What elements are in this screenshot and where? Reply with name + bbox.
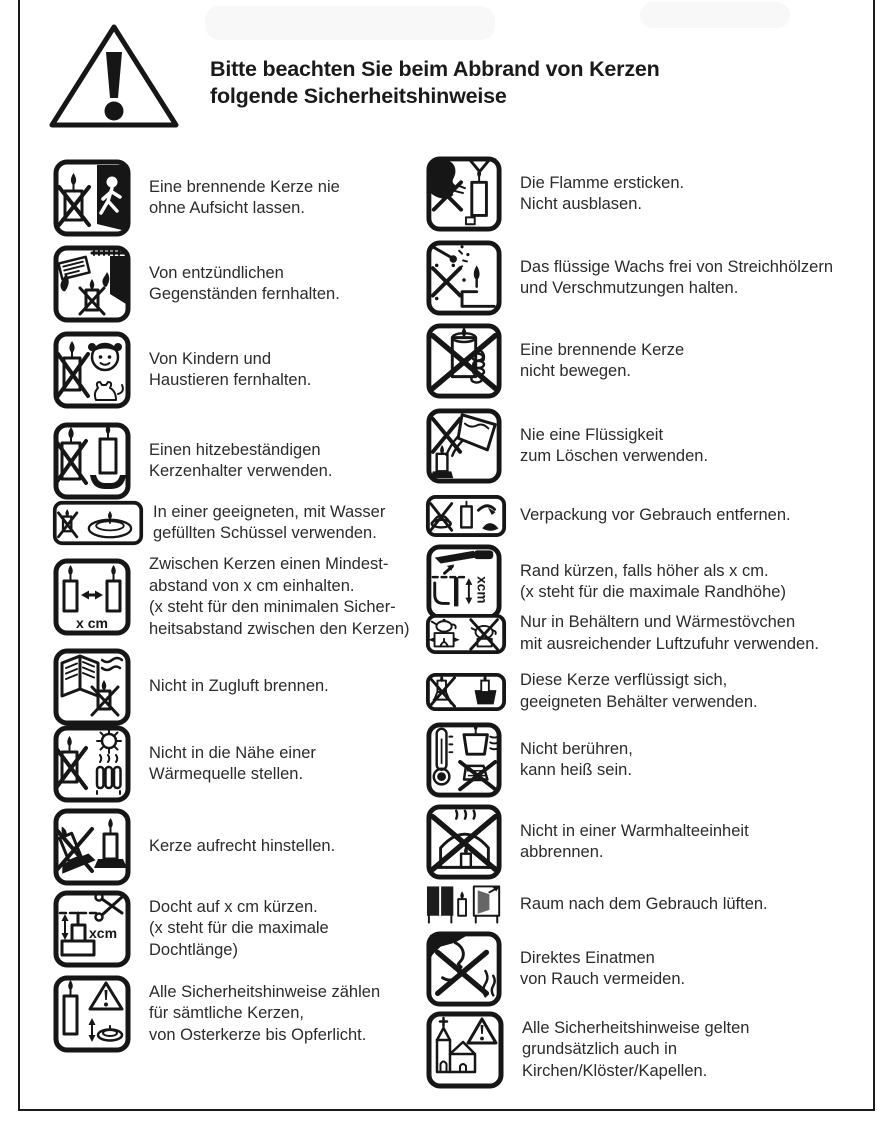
- candle-distance-icon: [52, 557, 132, 637]
- safety-item: [425, 322, 875, 400]
- page-title: [210, 56, 660, 110]
- safety-text: Rand kürzen, falls höher als x cm. (x steht für die maximale Randhöhe): [520, 561, 786, 601]
- safety-item: [425, 1010, 875, 1090]
- warning-triangle-icon: [46, 20, 182, 137]
- safety-item: [52, 330, 420, 410]
- safety-text: Eine brennende Kerze nicht bewegen.: [520, 340, 685, 380]
- safety-item: [425, 803, 875, 881]
- liquefying-candle-icon: [425, 672, 507, 712]
- safety-text: Alle Sicherheitshinweise zählen für sämtliche Kerzen, von Osterkerze bis Opferlicht.: [149, 982, 381, 1044]
- water-bowl-icon: [52, 500, 144, 546]
- smother-flame-icon: [425, 155, 503, 233]
- safety-item: [425, 721, 875, 799]
- safety-text: Nicht berühren, kann heiß sein.: [520, 739, 633, 779]
- safety-text: Eine brennende Kerze nie ohne Aufsicht lassen.: [149, 177, 340, 217]
- safety-text: Einen hitzebeständigen Kerzenhalter verwenden.: [149, 440, 333, 480]
- safety-item: [425, 612, 875, 655]
- svg-text:xcm: xcm: [89, 925, 118, 941]
- safety-text: Nicht in die Nähe einer Wärmequelle stellen.: [149, 743, 316, 783]
- safety-text: Nicht in einer Warmhalteeinheit abbrennen.: [520, 821, 749, 861]
- no-warming-unit-icon: [425, 803, 503, 881]
- safety-text: Nur in Behältern und Wärmestövchen mit ausreichender Luftzufuhr verwenden.: [520, 613, 819, 653]
- safety-item: [52, 554, 420, 640]
- safety-item: [425, 670, 875, 713]
- no-liquid-extinguish-icon: [425, 407, 503, 485]
- keep-from-flammables-icon: [52, 244, 132, 324]
- heat-resistant-holder-icon: [52, 421, 132, 501]
- remove-packaging-icon: [425, 494, 507, 538]
- churches-notice-icon: [425, 1010, 505, 1090]
- page-title-line1: Bitte beachten Sie beim Abbrand von Kerzen: [210, 57, 660, 81]
- safety-text: Raum nach dem Gebrauch lüften.: [520, 895, 768, 914]
- safety-text: Direktes Einatmen von Rauch vermeiden.: [520, 948, 686, 988]
- do-not-move-icon: [425, 322, 503, 400]
- svg-text:xcm: xcm: [474, 576, 490, 604]
- wax-free-of-matches-icon: [425, 239, 503, 317]
- safety-text: Alle Sicherheitshinweise gelten grundsätzlich auch in Kirchen/Klöster/Kapellen.: [522, 1018, 750, 1080]
- safety-item: [52, 889, 420, 969]
- upright-candle-icon: [52, 807, 132, 887]
- no-heat-source-icon: [52, 724, 132, 804]
- safety-item: [52, 421, 420, 501]
- safety-item: [52, 158, 420, 238]
- safety-item: [52, 974, 420, 1054]
- safety-text: Nicht in Zugluft brennen.: [149, 677, 329, 696]
- trim-wick-icon: [52, 889, 132, 969]
- keep-from-children-pets-icon: [52, 330, 132, 410]
- safety-text: Verpackung vor Gebrauch entfernen.: [520, 506, 791, 525]
- safety-item: [425, 239, 875, 317]
- safety-text: In einer geeigneten, mit Wasser gefüllten Schüssel verwenden.: [153, 502, 386, 542]
- safety-item: [52, 724, 420, 804]
- all-candles-notice-icon: [52, 974, 132, 1054]
- safety-text: Von entzündlichen Gegenständen fernhalten.: [149, 263, 340, 303]
- safety-item: [425, 494, 875, 538]
- svg-text:x cm: x cm: [76, 615, 108, 631]
- safety-item: [52, 647, 420, 727]
- safety-item: [425, 882, 875, 928]
- safety-item: [52, 244, 420, 324]
- safety-text: Diese Kerze verflüssigt sich, geeigneten Behälter verwenden.: [520, 671, 758, 711]
- safety-text: Das flüssige Wachs frei von Streichhölzern und Verschmutzungen halten.: [520, 257, 834, 297]
- container-air-supply-icon: [425, 613, 507, 655]
- safety-item: [425, 407, 875, 485]
- trim-rim-icon: [425, 543, 503, 621]
- page-title-line2: folgende Sicherheitshinweise: [210, 84, 507, 108]
- safety-item: [52, 807, 420, 887]
- no-draft-icon: [52, 647, 132, 727]
- safety-text: Kerze aufrecht hinstellen.: [149, 837, 336, 856]
- safety-item: [425, 155, 875, 233]
- ventilate-room-icon: [425, 882, 507, 928]
- safety-item: [425, 930, 875, 1008]
- safety-text: Von Kindern und Haustieren fernhalten.: [149, 349, 312, 389]
- safety-text: Zwischen Kerzen einen Mindest- abstand von x cm einhalten. (x steht für den minimalen Sicher- heitsabstand zwischen den Kerzen): [149, 555, 410, 638]
- safety-text: Docht auf x cm kürzen. (x steht für die maximale Dochtlänge): [149, 897, 329, 959]
- safety-text: Die Flamme ersticken. Nicht ausblasen.: [520, 173, 685, 213]
- safety-item: [52, 500, 420, 546]
- no-smoke-inhale-icon: [425, 930, 503, 1008]
- do-not-touch-hot-icon: [425, 721, 503, 799]
- safety-item: [425, 543, 875, 621]
- safety-text: Nie eine Flüssigkeit zum Löschen verwenden.: [520, 425, 709, 465]
- no-unattended-candle-icon: [52, 158, 132, 238]
